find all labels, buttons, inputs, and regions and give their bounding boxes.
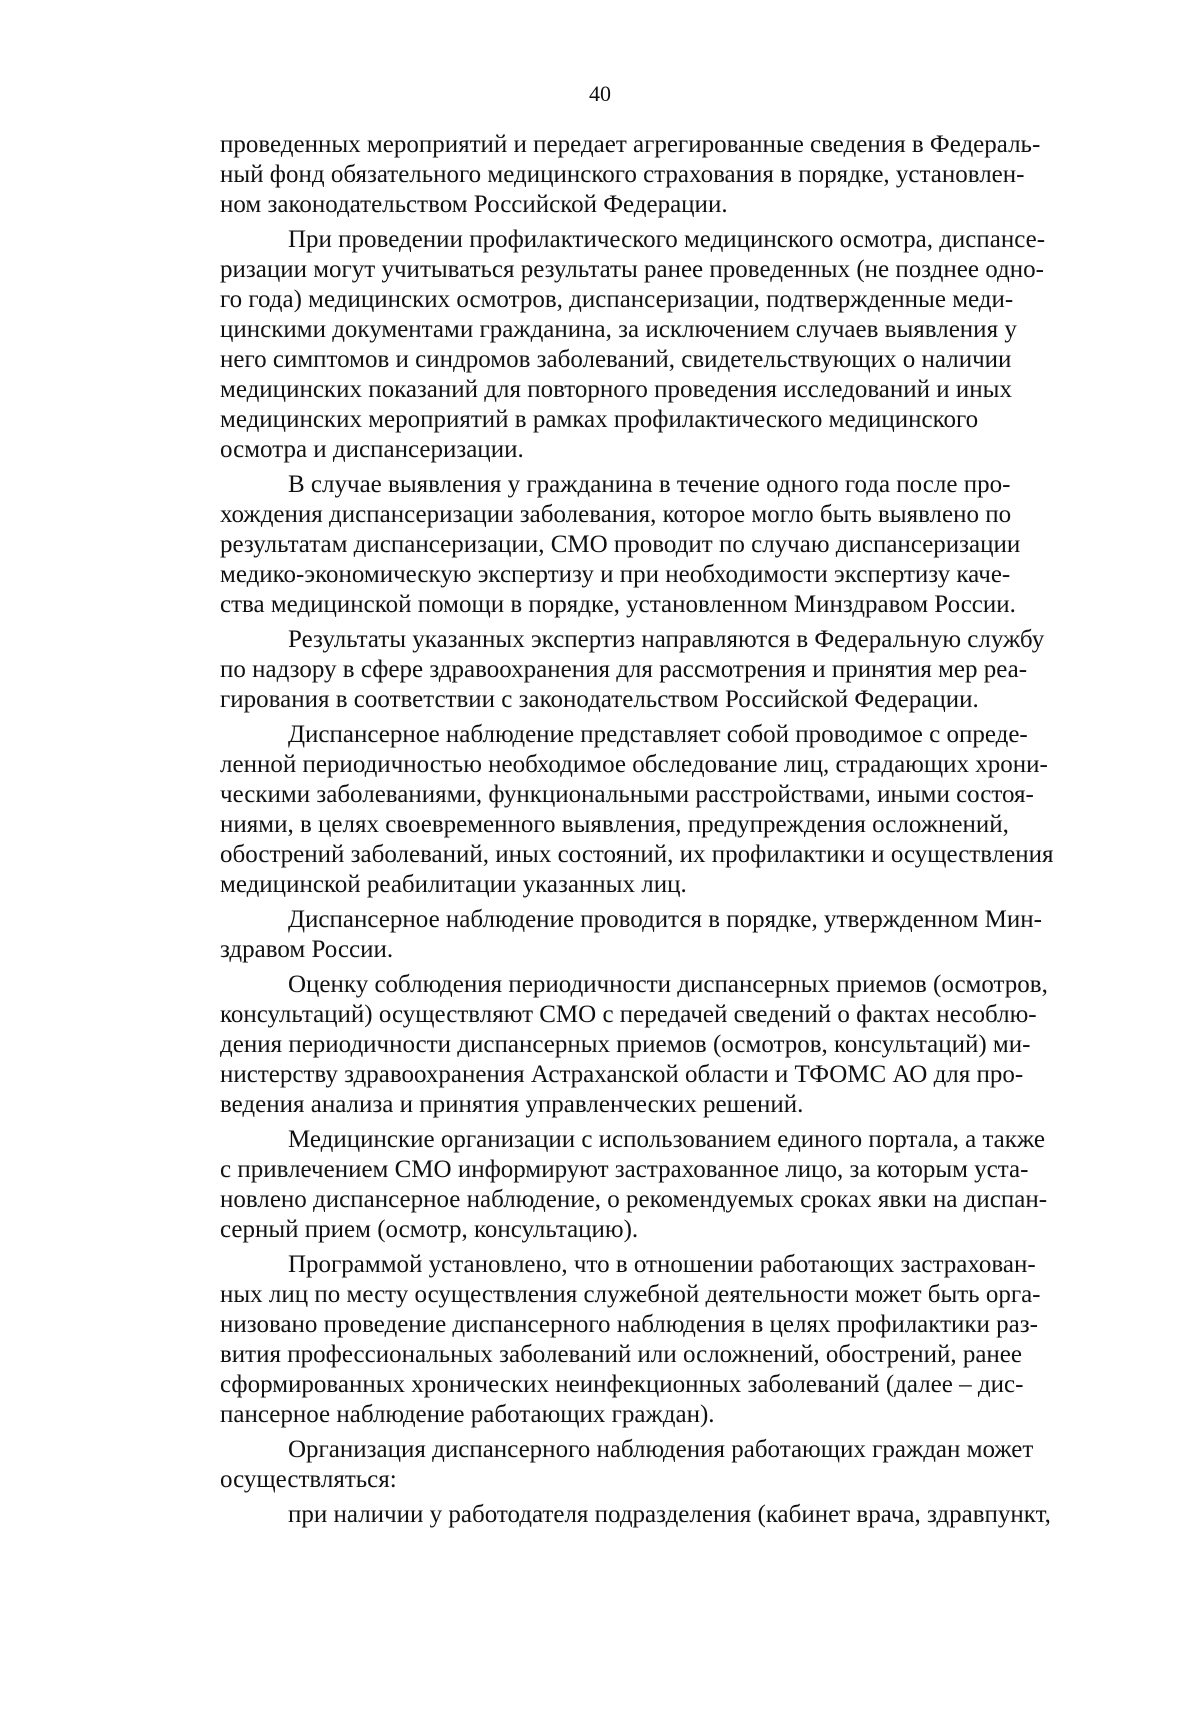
paragraph: Организация диспансерного наблюдения работающих граждан может осуществляться: <box>220 1436 1034 1493</box>
paragraph: Оценку соблюдения периодичности диспансерных приемов (осмотров, консультаций) осуществляют СМО с передачей сведений о фактах несоблю- дения периодичности диспансерных приемов (осмотров, консультаций) ми- нистерству здравоохранения Астраханской области и ТФОМС АО для про- ведения анализа и принятия управленческих решений. <box>220 971 1048 1118</box>
document-body <box>220 130 1126 1535</box>
paragraph: проведенных мероприятий и передает агрегированные сведения в Федераль- ный фонд обязательного медицинского страхования в порядке, установлен- ном законодательством Российской Федерации. <box>220 131 1041 218</box>
paragraph: Медицинские организации с использованием единого портала, а также с привлечением СМО информируют застрахованное лицо, за которым уста- новлено диспансерное наблюдение, о рекомендуемых сроках явки на диспан- серный прием (осмотр, консультацию). <box>220 1126 1048 1243</box>
page-number: 40 <box>589 81 611 106</box>
paragraph: В случае выявления у гражданина в течение одного года после про- хождения диспансеризации заболевания, которое могло быть выявлено по результатам диспансеризации, СМО проводит по случаю диспансеризации медико-экономическую экспертизу и при необходимости экспертизу каче- ства медицинской помощи в порядке, установленном Минздравом России. <box>220 471 1021 618</box>
paragraph: При проведении профилактического медицинского осмотра, диспансе- ризации могут учитываться результаты ранее проведенных (не позднее одно- го года) медицинских осмотров, диспансеризации, подтвержденные меди- цинскими документами гражданина, за исключением случаев выявления у него симптомов и синдромов заболеваний, свидетельствующих о наличии медицинских показаний для повторного проведения исследований и иных медицинских мероприятий в рамках профилактического медицинского осмотра и диспансеризации. <box>220 226 1046 463</box>
paragraph: Результаты указанных экспертиз направляются в Федеральную службу по надзору в сфере здравоохранения для рассмотрения и принятия мер реа- гирования в соответствии с законодательством Российской Федерации. <box>220 626 1045 713</box>
paragraph: Диспансерное наблюдение проводится в порядке, утвержденном Мин- здравом России. <box>220 906 1042 963</box>
paragraph: Диспансерное наблюдение представляет собой проводимое с опреде- ленной периодичностью необходимое обследование лиц, страдающих хрони- ческими заболеваниями, функциональными расстройствами, иными состоя- ниями, в целях своевременного выявления, предупреждения осложнений, обострений заболеваний, иных состояний, их профилактики и осуществления медицинской реабилитации указанных лиц. <box>220 721 1054 898</box>
paragraph: Программой установлено, что в отношении работающих застрахован- ных лиц по месту осуществления служебной деятельности может быть орга- низовано проведение диспансерного наблюдения в целях профилактики раз- вития профессиональных заболеваний или осложнений, обострений, ранее сформированных хронических неинфекционных заболеваний (далее – дис- пансерное наблюдение работающих граждан). <box>220 1251 1041 1428</box>
paragraph: при наличии у работодателя подразделения (кабинет врача, здравпункт, <box>288 1501 1051 1528</box>
